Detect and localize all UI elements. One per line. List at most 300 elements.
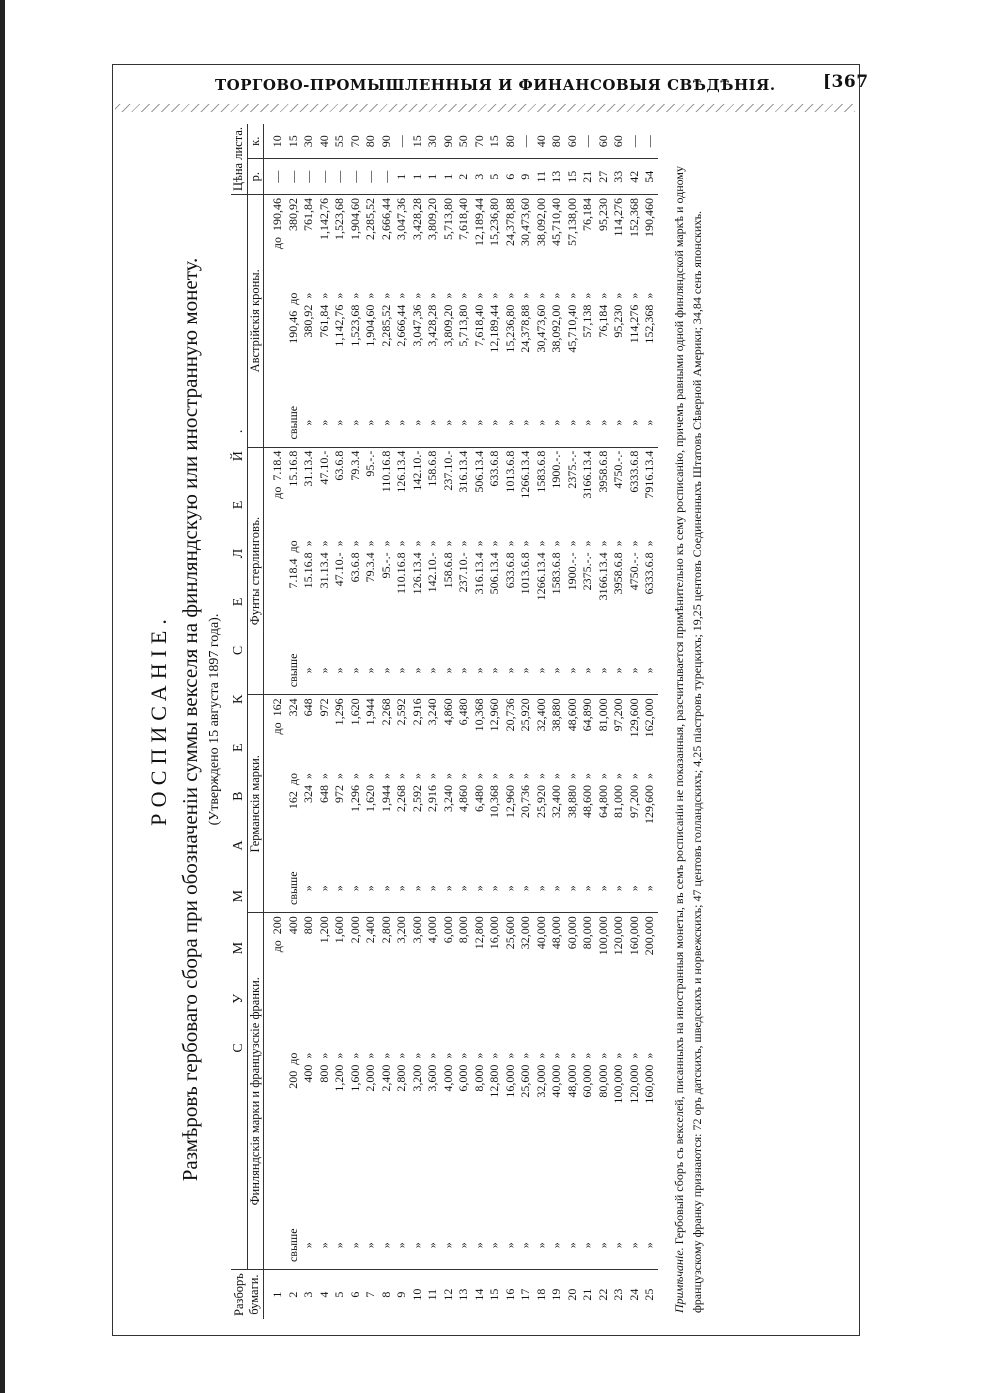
value: 80,000	[595, 1064, 610, 1098]
sterling-to: 31.13.4	[301, 450, 315, 487]
price-rub: —	[363, 159, 379, 195]
german-to: 1,296	[332, 698, 346, 726]
german-above: »	[425, 864, 441, 913]
ditto-mark: »	[564, 292, 579, 299]
ditto-mark: »	[518, 1052, 532, 1059]
finnish-to: 60,000	[564, 916, 579, 950]
value: 15.16.8	[301, 552, 315, 589]
german-above: »	[317, 864, 333, 913]
sterling-from	[410, 537, 426, 646]
value: 380,92	[301, 304, 315, 338]
german-above: »	[549, 864, 565, 913]
value: 316.13.4	[471, 552, 486, 595]
price-kop: 30	[301, 124, 317, 159]
austrian-to: 24,378,88	[502, 197, 517, 246]
sterling-to: 2375.-.-	[564, 450, 579, 489]
price-kop: 70	[348, 124, 364, 159]
ditto-mark: »	[487, 773, 501, 780]
value: 1583.6.8	[549, 552, 563, 595]
ditto-mark: »	[409, 292, 424, 299]
price-rub: 3	[472, 159, 488, 195]
german-from	[549, 770, 565, 864]
sterling-from	[394, 537, 410, 646]
value: 48,000	[564, 1064, 579, 1098]
row-number: 9	[394, 1291, 408, 1298]
sterling-from	[317, 537, 333, 646]
sterling-from	[441, 537, 457, 646]
sterling-above: »	[580, 646, 596, 695]
finnish-from	[487, 1050, 503, 1222]
sterling-to: 1583.6.8	[533, 450, 548, 493]
german-above: »	[642, 864, 658, 913]
price-rub: —	[264, 159, 286, 195]
austrian-from	[611, 290, 627, 399]
german-from	[317, 770, 333, 864]
austrian-above: »	[410, 399, 426, 448]
page-edge-line	[0, 0, 5, 1393]
value: 506.13.4	[487, 552, 501, 595]
sterling-to	[264, 447, 286, 537]
german-to: 972	[316, 698, 331, 717]
to-label: до	[270, 236, 284, 250]
value: 10,368	[487, 785, 501, 819]
ditto-mark: »	[301, 1052, 315, 1059]
austrian-from	[394, 290, 410, 399]
price-rub: 42	[627, 159, 643, 195]
finnish-from	[472, 1050, 488, 1222]
value: 158.6.8	[440, 552, 455, 589]
finnish-above: »	[394, 1221, 410, 1270]
sterling-to: 110.16.8	[378, 450, 393, 493]
price-kop: 15	[286, 124, 302, 159]
price-rub: —	[379, 159, 395, 195]
price-rub: 33	[611, 159, 627, 195]
austrian-from	[456, 290, 472, 399]
value: 2,268	[394, 785, 408, 813]
ditto-mark: »	[580, 773, 594, 780]
value: 142.10.-	[425, 552, 439, 593]
price-rub: 5	[487, 159, 503, 195]
german-above: »	[394, 864, 410, 913]
austrian-to: 38,092,00	[533, 197, 548, 246]
ditto-mark: »	[332, 292, 346, 299]
value: 200	[270, 916, 284, 935]
ditto-mark: »	[626, 540, 641, 547]
finnish-above: »	[611, 1221, 627, 1270]
sterling-above: »	[518, 646, 534, 695]
german-to: 20,736	[502, 698, 517, 732]
german-above: »	[441, 864, 457, 913]
sterling-above: »	[503, 646, 519, 695]
finnish-above: »	[580, 1221, 596, 1270]
ditto-mark: »	[363, 773, 377, 780]
value: 800	[316, 1064, 331, 1083]
german-from	[503, 770, 519, 864]
value: 400	[301, 1064, 315, 1083]
to-label: до	[270, 722, 284, 735]
sterling-above: »	[348, 646, 364, 695]
ditto-mark: »	[471, 1052, 486, 1059]
german-to: 2,268	[378, 698, 393, 726]
sterling-above: »	[534, 646, 550, 695]
ditto-mark: »	[347, 1052, 362, 1059]
austrian-to: 152,368	[626, 197, 641, 237]
table-row	[264, 124, 286, 1319]
finnish-above: »	[534, 1221, 550, 1270]
value: 95,230	[611, 304, 625, 338]
value: 20,736	[518, 785, 532, 819]
ditto-mark: »	[316, 773, 331, 780]
german-above: »	[332, 864, 348, 913]
german-from	[363, 770, 379, 864]
german-above: »	[379, 864, 395, 913]
value: 237.10.-	[456, 552, 470, 593]
finnish-from	[456, 1050, 472, 1222]
austrian-to: 114,276	[611, 197, 625, 237]
austrian-from	[332, 290, 348, 399]
table-row	[472, 124, 488, 1319]
value: 100,000	[611, 1064, 625, 1104]
value: 3,600	[425, 1064, 439, 1092]
price-kop: 90	[441, 124, 457, 159]
sterling-above: »	[425, 646, 441, 695]
row-number: 12	[440, 1288, 455, 1301]
german-from	[348, 770, 364, 864]
sterling-above: »	[627, 646, 643, 695]
sterling-from	[580, 537, 596, 646]
german-to: 25,920	[518, 698, 532, 732]
german-to: 2,592	[394, 698, 408, 726]
finnish-above	[264, 1221, 286, 1270]
austrian-to: 1,904,60	[347, 197, 362, 240]
value: 324	[301, 785, 315, 804]
value: 45,710,40	[564, 304, 579, 353]
german-to: 2,916	[409, 698, 424, 726]
footnote-label: Примѣчаніе.	[671, 1247, 686, 1313]
rotated-content	[120, 112, 855, 1327]
german-from	[456, 770, 472, 864]
austrian-to: 1,142,76	[316, 197, 331, 240]
austrian-to: 2,285,52	[363, 197, 377, 240]
german-above: »	[301, 864, 317, 913]
finnish-above: »	[348, 1221, 364, 1270]
value: 6,000	[456, 1064, 470, 1092]
price-rub: 54	[642, 159, 658, 195]
german-from	[332, 770, 348, 864]
austrian-above: »	[503, 399, 519, 448]
value: 5,713,80	[456, 304, 470, 347]
austrian-from	[425, 290, 441, 399]
row-number: 22	[595, 1288, 610, 1301]
sterling-from	[472, 537, 488, 646]
finnish-from	[264, 1050, 286, 1222]
austrian-above: »	[534, 399, 550, 448]
ditto-mark: »	[440, 540, 455, 547]
sterling-from	[264, 537, 286, 646]
ditto-mark: »	[409, 773, 424, 780]
austrian-above: »	[379, 399, 395, 448]
german-above: »	[503, 864, 519, 913]
austrian-from	[518, 290, 534, 399]
ditto-mark: »	[549, 292, 563, 299]
value: 24,378,88	[518, 304, 532, 353]
row-number: 16	[502, 1288, 517, 1301]
ditto-mark: »	[363, 540, 377, 547]
austrian-above: »	[394, 399, 410, 448]
value: 2,000	[363, 1064, 377, 1092]
finnish-from	[301, 1050, 317, 1222]
sterling-to: 95.-.-	[363, 450, 377, 477]
finnish-from	[410, 1050, 426, 1222]
finnish-to: 12,800	[471, 916, 486, 950]
row-number: 15	[487, 1288, 501, 1301]
finnish-from	[642, 1050, 658, 1222]
austrian-from	[317, 290, 333, 399]
ditto-mark: »	[595, 1052, 610, 1059]
german-from	[379, 770, 395, 864]
austrian-to: 190,460	[642, 197, 656, 237]
table-row	[518, 124, 534, 1319]
sterling-to: 1900.-.-	[549, 450, 563, 489]
finnish-above: »	[642, 1221, 658, 1270]
ditto-mark: »	[394, 773, 408, 780]
ditto-mark: »	[363, 292, 377, 299]
finnish-from	[565, 1050, 581, 1222]
value: 110.16.8	[394, 552, 408, 594]
german-above: »	[472, 864, 488, 913]
to-label: до	[285, 773, 300, 786]
value: 126.13.4	[409, 552, 424, 595]
wavy-rule	[115, 104, 855, 112]
value: 4750.-.-	[626, 552, 641, 591]
value: 32,000	[533, 1064, 548, 1098]
value: 120,000	[626, 1064, 641, 1104]
ditto-mark: »	[533, 1052, 548, 1059]
ditto-mark: »	[642, 540, 656, 547]
sterling-above: »	[472, 646, 488, 695]
price-rub: —	[332, 159, 348, 195]
ditto-mark: »	[564, 773, 579, 780]
german-to: 38,880	[549, 698, 563, 732]
ditto-mark: »	[502, 773, 517, 780]
austrian-to: 380,92	[285, 197, 300, 231]
row-number: 2	[285, 1291, 300, 1298]
austrian-above: »	[596, 399, 612, 448]
price-rub: 15	[565, 159, 581, 195]
to-label: до	[285, 292, 300, 305]
ditto-mark: »	[332, 1052, 346, 1059]
ditto-mark: »	[456, 292, 470, 299]
row-number: 13	[456, 1288, 470, 1301]
price-kop: 15	[487, 124, 503, 159]
austrian-above: »	[518, 399, 534, 448]
austrian-to: 5,713,80	[440, 197, 455, 240]
price-kop: —	[642, 124, 658, 159]
value: 972	[332, 785, 346, 804]
sterling-to: 633.6.8	[487, 450, 501, 487]
german-from	[487, 770, 503, 864]
doc-title: РОСПИСАНІЕ.	[146, 613, 171, 826]
ditto-mark: »	[440, 1052, 455, 1059]
austrian-to: 15,236,80	[487, 197, 501, 246]
finnish-above: »	[472, 1221, 488, 1270]
finnish-to: 6,000	[440, 916, 455, 944]
german-from	[394, 770, 410, 864]
table-row	[565, 124, 581, 1319]
finnish-above: »	[441, 1221, 457, 1270]
value: 1,523,68	[347, 304, 362, 347]
table-row	[410, 124, 426, 1319]
doc-approved: (Утверждено 15 августа 1897 года).	[207, 613, 222, 826]
ditto-mark: »	[611, 1052, 625, 1059]
value: 2,666,44	[394, 304, 408, 347]
ditto-mark: »	[626, 1052, 641, 1059]
austrian-from	[286, 290, 302, 399]
sterling-to: 63.6.8	[332, 450, 346, 481]
austrian-from	[549, 290, 565, 399]
ditto-mark: »	[487, 292, 501, 299]
german-above	[264, 864, 286, 913]
sterling-to: 142.10.-	[409, 450, 424, 491]
sterling-to: 47.10.-	[316, 450, 331, 485]
german-from	[410, 770, 426, 864]
value: 1,944	[378, 785, 393, 813]
value: 190,46	[270, 197, 284, 231]
austrian-above: »	[565, 399, 581, 448]
ditto-mark: »	[611, 292, 625, 299]
finnish-above: »	[596, 1221, 612, 1270]
german-from	[441, 770, 457, 864]
value: 47.10.-	[332, 552, 346, 587]
row-number: 3	[301, 1291, 315, 1298]
austrian-to: 1,523,68	[332, 197, 346, 240]
ditto-mark: »	[595, 773, 610, 780]
header-sum: С У М М А В Е К С Е Л Е Й.	[231, 194, 247, 1269]
finnish-from	[518, 1050, 534, 1222]
ditto-mark: »	[642, 773, 656, 780]
row-number: 8	[378, 1291, 393, 1298]
row-number: 4	[316, 1291, 331, 1298]
finnish-from	[379, 1050, 395, 1222]
sterling-to: 3958.6.8	[595, 450, 610, 493]
finnish-from	[580, 1050, 596, 1222]
value: 7.18.4	[285, 558, 300, 589]
austrian-to: 761,84	[301, 197, 315, 231]
german-to: 4,860	[440, 698, 455, 726]
austrian-from	[627, 290, 643, 399]
sterling-from	[518, 537, 534, 646]
finnish-to: 3,600	[409, 916, 424, 944]
table-row	[642, 124, 658, 1319]
value: 7.18.4	[270, 450, 284, 481]
sterling-above: »	[363, 646, 379, 695]
table-row	[611, 124, 627, 1319]
sterling-from	[611, 537, 627, 646]
sterling-to: 4750.-.-	[611, 450, 625, 489]
value: 152,368	[642, 304, 656, 344]
austrian-to: 12,189,44	[471, 197, 486, 246]
price-kop: —	[627, 124, 643, 159]
austrian-from	[301, 290, 317, 399]
value: 60,000	[580, 1064, 594, 1098]
ditto-mark: »	[502, 1052, 517, 1059]
ditto-mark: »	[533, 540, 548, 547]
finnish-above: »	[410, 1221, 426, 1270]
german-above: »	[580, 864, 596, 913]
value: 8,000	[471, 1064, 486, 1092]
german-above: »	[565, 864, 581, 913]
austrian-above: »	[317, 399, 333, 448]
sterling-from	[596, 537, 612, 646]
finnish-above: »	[487, 1221, 503, 1270]
value: 31.13.4	[316, 552, 331, 589]
fee-table	[231, 124, 658, 1319]
german-to: 81,000	[595, 698, 610, 732]
value: 25,600	[518, 1064, 532, 1098]
ditto-mark: »	[580, 540, 594, 547]
ditto-mark: »	[456, 773, 470, 780]
table-row	[348, 124, 364, 1319]
austrian-to: 95,230	[595, 197, 610, 231]
austrian-from	[348, 290, 364, 399]
row-number: 25	[642, 1288, 656, 1301]
header-austrian: Австрійскія кроны.	[247, 194, 264, 447]
finnish-from	[425, 1050, 441, 1222]
sterling-above: »	[317, 646, 333, 695]
header-kop: к.	[247, 124, 264, 159]
price-kop: —	[518, 124, 534, 159]
austrian-above: »	[363, 399, 379, 448]
german-from	[580, 770, 596, 864]
ditto-mark: »	[301, 773, 315, 780]
price-rub: 11	[534, 159, 550, 195]
header-rub: р.	[247, 159, 264, 195]
value: 76,184	[595, 304, 610, 338]
finnish-to: 100,000	[595, 916, 610, 956]
german-from	[642, 770, 658, 864]
row-number: 21	[580, 1288, 594, 1301]
austrian-above: »	[456, 399, 472, 448]
german-from	[534, 770, 550, 864]
sterling-to: 237.10.-	[440, 450, 455, 491]
german-to: 64,890	[580, 698, 594, 732]
value: 7,618,40	[471, 304, 486, 347]
price-rub: —	[317, 159, 333, 195]
value: 40,000	[549, 1064, 563, 1098]
value: 3,047,36	[409, 304, 424, 347]
sterling-from	[332, 537, 348, 646]
row-number: 11	[425, 1288, 439, 1301]
ditto-mark: »	[471, 292, 486, 299]
table-row	[456, 124, 472, 1319]
german-to: 1,944	[363, 698, 377, 726]
finnish-above: »	[379, 1221, 395, 1270]
value: 48,600	[580, 785, 594, 819]
german-to: 10,368	[471, 698, 486, 732]
austrian-from	[379, 290, 395, 399]
price-rub: —	[348, 159, 364, 195]
german-from	[425, 770, 441, 864]
value: 648	[316, 785, 331, 804]
german-from	[301, 770, 317, 864]
finnish-above: »	[301, 1221, 317, 1270]
finnish-to: 160,000	[626, 916, 641, 956]
value: 15,236,80	[502, 304, 517, 353]
to-label: до	[270, 486, 284, 499]
sterling-above: »	[596, 646, 612, 695]
finnish-to: 25,600	[502, 916, 517, 950]
finnish-above: »	[363, 1221, 379, 1270]
